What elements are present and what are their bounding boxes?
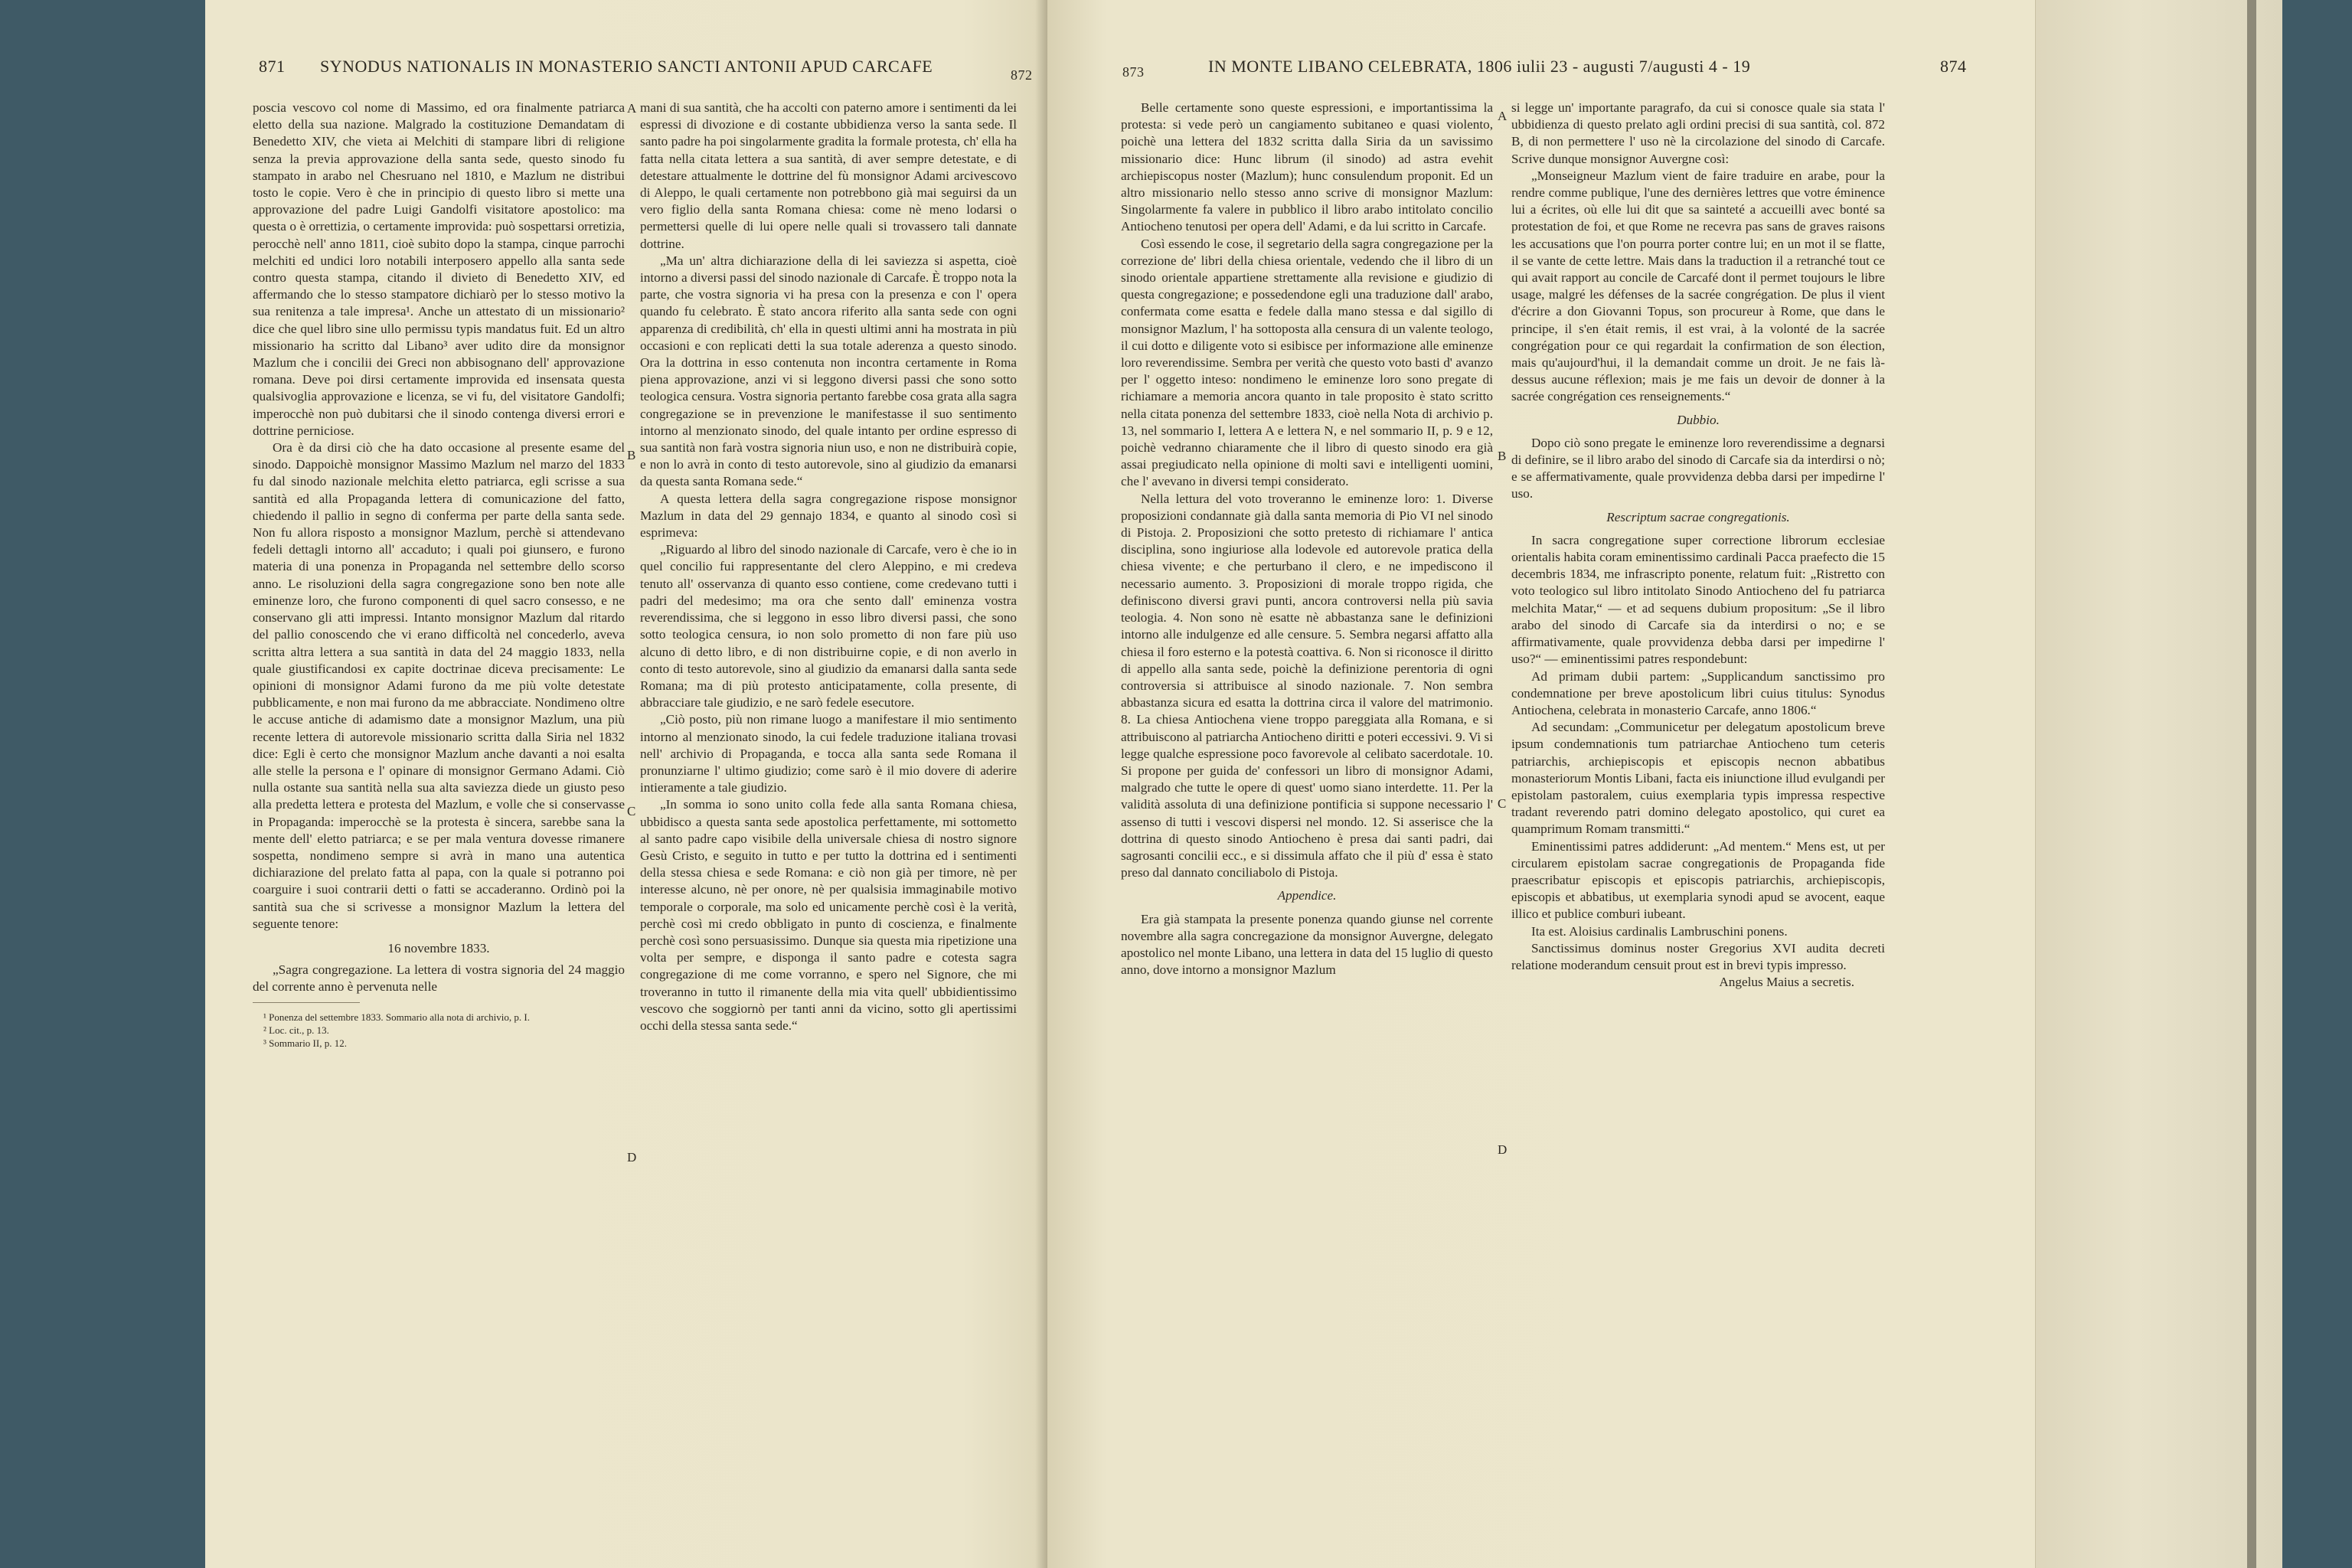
margin-letter-c: C [1498,796,1507,811]
page-number-872: 872 [1011,67,1033,83]
page-block-edge [2035,0,2282,1568]
paragraph: Belle certamente sono queste espressioni, e importantissima la protesta: si vede però un cangiamento subitaneo e quasi violento, poichè una lettera del 1832 scritta dalla Siria da un savissimo missionario dice: Hunc librum (il sinodo) ad astra evehit archiepiscopus noster (Mazlum); hunc consulendum proponit. Ed un altro missionario nello stesso anno scrive di monsignor Mazlum: Singolarmente fa valere in pubblico il libro arabo intitolato concilio Antiocheno tenutosi per opera dell' Adami, e da lui scritto in Carcafe. [1121,100,1493,234]
page-number-874: 874 [1940,57,1967,76]
margin-letter-a: A [627,101,637,116]
paragraph: „In somma io sono unito colla fede alla santa Romana chiesa, ubbidisco a questa santa sede apostolica perfettamente, mi sottometto al santo padre capo visibile della universale chiesa di nostro signore Gesù Cristo, e seguito in tutto e per tutto la dottrina ed i sentimenti della stessa chiesa e sede Romana: e ciò non già per timore, nè per interesse alcuno, nè per onore, nè per qualsisia immaginabile motivo temporale o corporale, ma solo ed unicamente perchè così è la verità, perchè così mi credo obbligato in punto di coscienza, e finalmente perchè così sono persuasissimo. Dunque sia questa mia ripetizione una volta per sempre, e disponga il santo padre e cotesta sagra congregazione di me come vorranno, e spero nel Signore, che mi troveranno in tutto il rimanente della mia vita quell' ubbidientissimo vescovo che soggiornò per tanti anni da vicino, sotto gli apertissimi occhi della stessa santa sede.“ [640,797,1017,1033]
paragraph: „Ciò posto, più non rimane luogo a manifestare il mio sentimento intorno al menzionato sinodo, la cui fedele traduzione italiana trovasi nell' archivio di Propaganda, e tocca alla santa sede Romana il pronunziarne l' ultimo giudizio; come sarò è il mio dovere di aderire intieramente a tale giudizio. [640,712,1017,795]
footnotes [253,1011,625,1050]
paragraph: „Riguardo al libro del sinodo nazionale di Carcafe, vero è che io in quel concilio fui rappresentante del clero Aleppino, e mi credeva tenuto all' osservanza di quanto esso contiene, come credevano tutti i padri del medesimo; ma ora che sento dall' eminenza vostra reverendissima, che si leggono in esso libro diversi passi, che sono sotto teologica censura, io non solo prometto di non fare più uso alcuno di detto libro, e di non distribuirne copie, e di non averlo in conto di testo autorevole, sino al giudizio da emanarsi dalla santa sede Romana; ma di più protesto anticipatamente, colla presente, di abbracciare tale giudizio, e ne sarò fedele esecutore. [640,542,1017,710]
right-title: IN MONTE LIBANO CELEBRATA, 1806 iulii 23 - augusti 7/augusti 4 - 19 [1208,57,1751,76]
paragraph: Ad secundam: „Communicetur per delegatum apostolicum breve ipsum condemnationis tum patriarchae Antiocheno tum ceteris patriarchis, archiepiscopis et episcopis necnon abbatibus monasteriorum Montis Libani, facta eis iniunctione illud evulgandi per epistolam pastoralem, cuius exemplaria typis impressa respective tradant reverendo patri domino delegato apostolico, qui curet ea quamprimum Romam transmitti.“ [1511,720,1885,837]
section-heading-appendice: Appendice. [1277,888,1337,903]
paragraph: „Ma un' altra dichiarazione della di lei saviezza si aspetta, cioè intorno a diversi passi del sinodo nazionale di Carcafe. È troppo nota la parte, che vostra signoria vi ha presa con la presenza e con l' opera quando fu celebrato. È stato ancora riferito alla santa sede con ogni apparenza di credibilità, ch' ella in questi ultimi anni ha mostrata in più occasioni e con replicati detti la sua totale aderenza a questo sinodo. Ora la dottrina in esso contenuta non incontra certamente in Roma piena approvazione, anzi vi si leggono diversi passi che sono sotto teologica censura. Vostra signoria pertanto farebbe cosa grata alla sagra congregazione se in prevenzione le manifestasse il suo sentimento intorno al menzionato sinodo, del quale intanto per ordine espresso di sua santità non farà vostra signoria niun uso, e non ne distribuirà copie, e non lo avrà in conto di testo autorevole, sino al giudizio da emanarsi da questa santa Romana sede.“ [640,253,1017,489]
right-column-2 [1511,100,1885,991]
margin-letter-d: D [1498,1142,1508,1157]
footnote-rule [253,1002,360,1003]
paragraph: A questa lettera della sagra congregazione rispose monsignor Mazlum in data del 29 gennajo 1834, e quanto al sinodo così si esprimeva: [640,491,1017,541]
section-heading-dubbio: Dubbio. [1677,412,1720,427]
margin-letter-b: B [1498,449,1507,463]
footnote: ¹ Ponenza del settembre 1833. Sommario alla nota di archivio, p. I. [263,1011,530,1023]
paragraph: Sanctissimus dominus noster Gregorius XVI audita decreti relatione moderandum censuit prout est in brevi typis impresso. [1511,940,1885,972]
section-heading-rescriptum: Rescriptum sacrae congregationis. [1606,509,1790,524]
footnote: ³ Sommario II, p. 12. [263,1037,347,1049]
signature: Angelus Maius a secretis. [1719,975,1854,990]
paragraph: Così essendo le cose, il segretario della sagra congregazione per la correzione de' libri della chiesa orientale, vedendo che il libro di un sinodo orientale appartiene strettamente alla revisione e giudizio di questa congregazione; e possedendone egli una traduzione dall' arabo, confermata come esatta e fedele dalla mano stessa e dal sigillo di monsignor Mazlum, l' ha sottoposta alla censura di un valente teologo, il cui dotto e diligente voto si esibisce per informazione alle eminenze loro reverendissime. Sembra per verità che questo voto basti d' avanzo per l' oggetto inteso: nondimeno le eminenze loro sono pregate di richiamare a memoria ancora quanto in tale proposito è stato scritto nella citata ponenza del settembre 1833, cioè nella Nota di archivio p. 13, nel sommario I, lettera A e lettera N, e nel sommario II, p. 9 e 12, poichè vedranno chiaramente che il libro di questo sinodo era già assai pregiudicato nella opinione di molti savi e intelligenti uomini, che l' avevano in diversi tempi considerato. [1121,236,1493,489]
paragraph: mani di sua santità, che ha accolti con paterno amore i sentimenti da lei espressi di divozione e di costante ubbidienza verso la santa sede. Il santo padre ha poi singolarmente gradita la formale protesta, ch' ella ha fatta nella citata lettera a sua santità, di aver sempre detestate, e di detestare attualmente le dottrine del fù monsignor Adami arcivescovo di Aleppo, le quali certamente non potrebbono già mai seguirsi da un vero figlio della santa Romana chiesa: come nè meno lodarsi o permettersi quelle di lui opere nelle quali si trovassero tali dannate dottrine. [640,100,1017,251]
paragraph: Ora è da dirsi ciò che ha dato occasione al presente esame del sinodo. Dappoichè monsignor Massimo Mazlum nel marzo del 1833 fu dal sinodo nazionale melchita eletto patriarca, egli scrisse a sua santità ed alla Propaganda lettera di comunicazione del fatto, chiedendo il pallio in segno di conferma per parte della santa sede. Non fu allora risposto a monsignor Mazlum, perchè si attendevano fedeli dettagli intorno all' accaduto; i quali poi giunsero, e furono materia di una ponenza in Propaganda nel settembre dello scorso anno. Le risoluzioni della sagra congregazione sono ben note alle eminenze loro, che furono componenti di quel sacro consesso, e ne conservano gli atti impressi. Intanto monsignor Mazlum dal ritardo del pallio conoscendo che vi erano difficoltà nel concederlo, aveva scritta altra lettera a sua santità in data del 24 maggio 1833, nella quale giustificandosi ex capite doctrinae diceva precisamente: Le opinioni di monsignor Adami furono da me più volte detestate pubblicamente, e non mai furono da me abbracciate. Nondimeno oltre le accuse antiche di adamismo date a monsignor Mazlum, una più recente lettera di autorevole missionario scritta dalla Siria nel 1832 dice: Egli è certo che monsignor Mazlum anche davanti a noi esalta alle stelle la persona e l' opinare di monsignor Germano Adami. Ciò nulla ostante sua santità nella sua alta saviezza diede un giusto peso alla predetta lettera e protesta del Mazlum, e volle che si conservasse in Propaganda: imperocchè se la protesta è sincera, sarebbe sana la mente dell' eletto patriarca; e se per mala ventura dovesse rimanere sospetta, nondimeno sempre si avrà in mano una autentica dichiarazione del prelato fatta al papa, con la quale si potranno poi coarguire i suoi contrarii detti o fatti se accaderanno. Ordinò poi la santità sua che si scrivesse a monsignor Mazlum la lettera del seguente tenore: [253,440,625,931]
left-column-1 [253,100,625,1050]
margin-letter-a: A [1498,109,1508,123]
left-title: SYNODUS NATIONALIS IN MONASTERIO SANCTI ANTONII APUD CARCAFE [320,57,933,76]
paragraph: Era già stampata la presente ponenza quando giunse nel corrente novembre alla sagra concregazione da monsignor Auvergne, delegato apostolico nel monte Libano, una lettera in data del 15 luglio di questo anno, dove intorno a monsignor Mazlum [1121,911,1493,978]
book-cover-edge [2247,0,2256,1568]
margin-letter-b: B [627,448,636,462]
left-page [205,0,1047,1568]
letter-date: 16 novembre 1833. [387,940,490,956]
paragraph: si legge un' importante paragrafo, da cui si conosce quale sia stata l' ubbidienza di questo prelato agli ordini precisi di sua santità, col. 872 B, di non permettere l' uso nè la circolazione del sinodo di Carcafe. Scrive dunque monsignor Auvergne così: [1511,100,1885,166]
left-column-2 [640,100,1017,1034]
page-number-873: 873 [1122,64,1145,80]
right-page [1047,0,2035,1568]
paragraph: Eminentissimi patres addiderunt: „Ad mentem.“ Mens est, ut per circularem epistolam sacrae congregationis de Propaganda fide praescribatur episcopis et episcopis patriarchis, archiepiscopis, episcopis et abbatibus, ut exemplaria synodi apud se avocent, eaque illico et publice comburi iubeant. [1511,838,1885,922]
right-column-1 [1121,100,1493,978]
margin-letter-d: D [627,1150,637,1165]
paragraph: Ita est. Aloisius cardinalis Lambruschini ponens. [1531,923,1788,939]
paragraph: „Sagra congregazione. La lettera di vostra signoria del 24 maggio del corrente anno è pervenuta nelle [253,962,625,995]
paragraph: Dopo ciò sono pregate le eminenze loro reverendissime a degnarsi di definire, se il libro arabo del sinodo di Carcafe sia da interdirsi o nò; e se affermativamente, quale provvidenza debba darsi per impedirne l' uso. [1511,435,1885,501]
paragraph: Nella lettura del voto troveranno le eminenze loro: 1. Diverse proposizioni condannate già dalla santa memoria di Pio VI nel sinodo di Pistoja. 2. Proposizioni che sotto pretesto di richiamare l' antica disciplina, sono ingiuriose alla lodevole ed autorevole pratica della chiesa vivente; e che perturbano il clero, e ne impediscono il necessario aumento. 3. Proposizioni di morale troppo rigida, che definiscono diversi gravi punti, ancora controversi nella più savia teologia. 4. Non sono nè esatte nè abbastanza sane le definizioni intorno alle indulgenze ed alle censure. 5. Sembra negarsi affatto alla chiesa il foro esterno e la potestà coattiva. 6. Non si riconosce il diritto di appello alla santa sede, poichè la definizione perentoria di ogni controversia si attribuisce al sinodo nazionale. 7. Non sembra abbastanza sicura ed esatta la dottrina circa il valore del matrimonio. 8. La chiesa Antiochena viene troppo pareggiata alla Romana, e si attribuiscono al patriarcha Antiocheno diritti e poteri eccessivi. 9. Vi si legge qualche espressione poco favorevole al celibato sacerdotale. 10. Si propone per guida de' confessori un libro di monsignor Adami, malgrado che tutte le opere di quest' uomo siano interdette. 11. Per la validità assoluta di una definizione pontificia si suppone necessario l' assenso di tutti i vescovi dispersi nel mondo. 12. Si asserisce che la dottrina di questo sinodo Antiocheno è presa dai santi padri, dai sagrosanti concilii ecc., e si dissimula affato che il più d' essa è stato preso dal dannato conciliabolo di Pistoja. [1121,491,1493,880]
paragraph: Ad primam dubii partem: „Supplicandum sanctissimo pro condemnatione per breve apostolicum libri cuius titulus: Synodus Antiochena, celebrata in monasterio Carcafe, anno 1806.“ [1511,668,1885,717]
footnote: ² Loc. cit., p. 13. [263,1024,329,1036]
margin-letter-c: C [627,804,636,818]
paragraph: In sacra congregatione super correctione librorum ecclesiae orientalis habita coram eminentissimo cardinali Pacca praefecto die 15 decembris 1834, me infrascripto ponente, relatum fuit: „Ristretto con voto teologico sul libro intitolato Sinodo Antiocheno del fu patriarca melchita Matar,“ — et ad sequens dubium propositum: „Se il libro arabo del sinodo di Carcafe sia da interdirsi o no; e se affirmativamente, quale provvidenza debba darsi per impedirne l' uso?“ — eminentissimi patres respondebunt: [1511,532,1885,667]
page-number-871: 871 [259,57,286,76]
paragraph: poscia vescovo col nome di Massimo, ed ora finalmente patriarca eletto della sua nazione. Malgrado la costituzione Demandatam di Benedetto XIV, che vieta ai Melchiti di stampare libri di religione senza la previa approvazione della santa sede, questo sinodo fu stampato in arabo nel Chesruano nel 1810, e Mazlum ne distribui tosto le copie. Vero è che in principio di questo libro si mette una approvazione del padre Luigi Gandolfi visitatore apostolico: ma questa o è orrettizia, o certamente improvida: può sospettarsi orretizia, perocchè nell' anno 1811, cioè subito dopo la stampa, cinque parrochi melchiti ed undici loro notabili interposero appello alla santa sede contro questa stampa, citando il divieto di Benedetto XIV, ed affermando che lo stesso stampatore dichiarò per lo stesso motivo la sua renitenza a tale impresa¹. Anche un attestato di un missionario² dice che quel libro sine ullo permissu typis mandatus fuit. Ed un altro missionario ha scritto dal Libano³ aver udito dire da monsignor Mazlum che i concilii dei Greci non abbisognano dell' approvazione romana. Deve poi dirsi certamente improvida ed insensata questa qualsivoglia approvazione e licenza, se vi fu, del visitatore Gandolfi; imperocchè non può dubitarsi che il sinodo contenga diversi errori e dottrine perniciose. [253,100,625,438]
paragraph: „Monseigneur Mazlum vient de faire traduire en arabe, pour la rendre comme publique, l'une des dernières lettres que votre éminence lui a écrites, où elle lui dit que sa sainteté a accueilli avec bonté sa protestation de foi, et que Rome ne recevra pas sans de graves raisons les accusations que l'on pourra porter contre lui; en un mot il se flatte, il se vante de cette lettre. Mais dans la traduction il a retranché tout ce qui avait rapport au concile de Carcafé dont il permet toujours le libre usage, malgré les défenses de la sacrée congrégation. De plus il vient d'écrire a don Giovanni Topus, son procureur à Rome, que dans le principe, il s'en était remis, il est vrai, à la volonté de la sacrée congrégation pour ce qui regardait la confirmation de son élection, mais qu'aujourd'hui, il la demandait comme un droit. Je ne fais là-dessus aucune réflexion; mais je me fais un devoir de donner à la sacrée congrégation ces renseignements.“ [1511,168,1885,404]
